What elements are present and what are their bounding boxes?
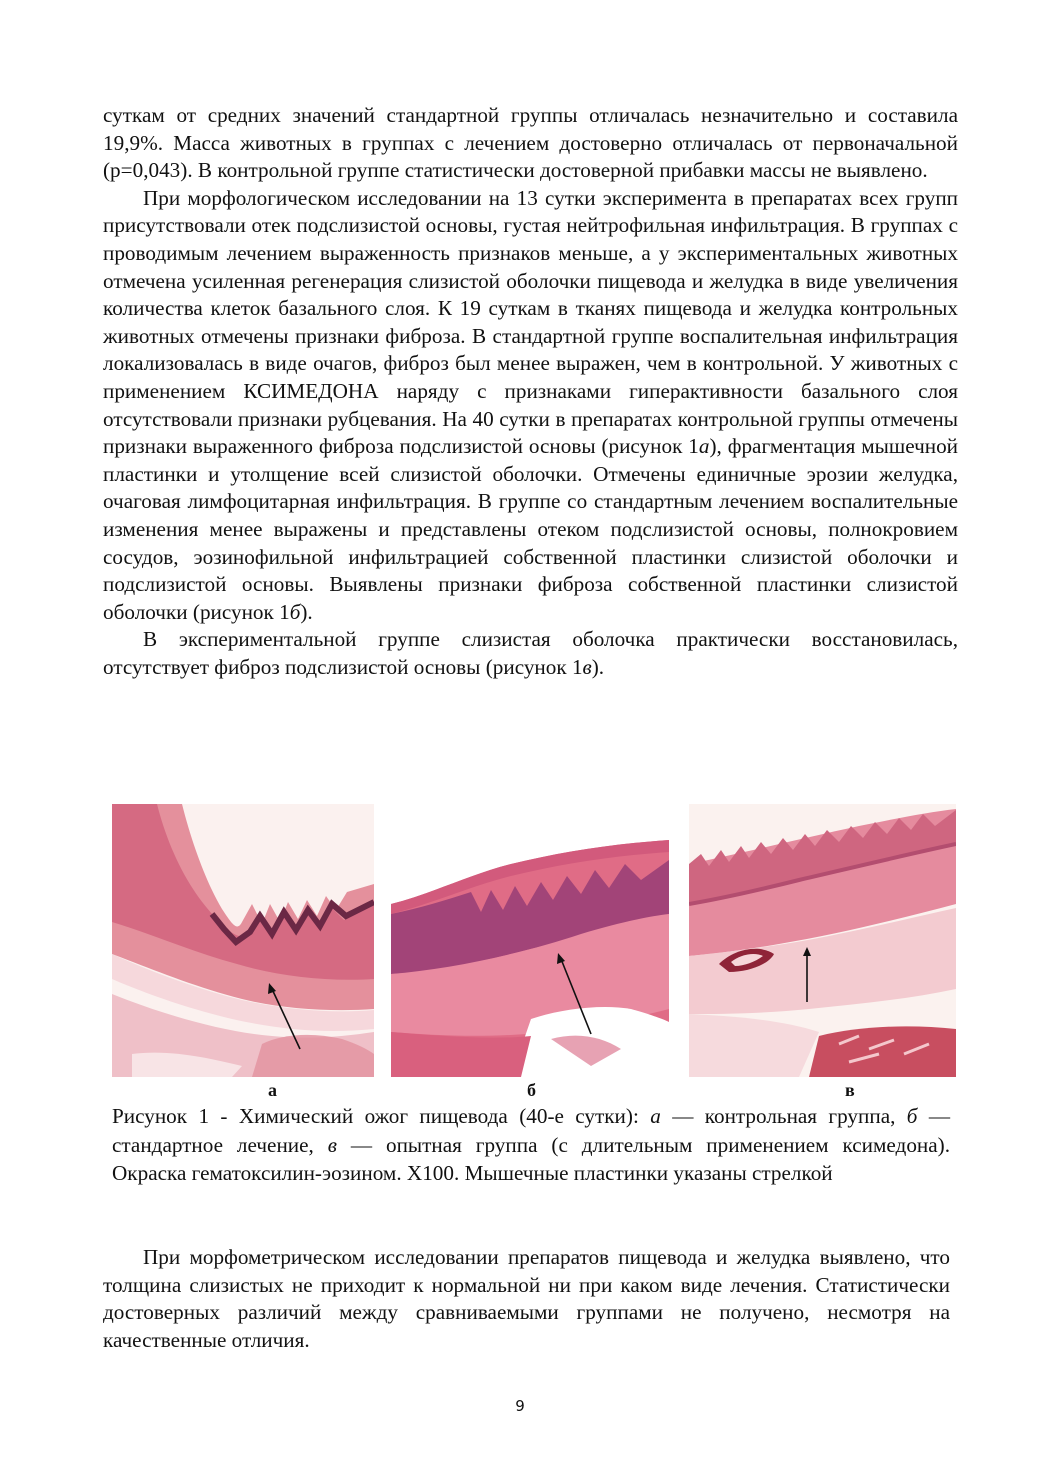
figure-ref-c: в bbox=[582, 654, 592, 679]
micrograph-c bbox=[689, 804, 956, 1077]
paragraph-4: При морфометрическом исследовании препаратов пищевода и желудка выявлено, что толщина слизистых не приходит к нормальной ни при каком виде лечения. Статистически достоверных различий между сравниваемыми группами не получено, несмотря на качественные отличия. bbox=[103, 1245, 950, 1352]
caption-lead: Рисунок 1 - Химический ожог пищевода (40-е сутки): bbox=[112, 1104, 651, 1128]
caption-ref-c: в bbox=[327, 1132, 337, 1157]
micrograph-b bbox=[391, 804, 669, 1077]
paragraph-3-text-b: ). bbox=[591, 654, 605, 679]
caption-text-b: — стандартное лечение, bbox=[112, 1104, 951, 1157]
caption-ref-b: б bbox=[906, 1104, 918, 1128]
caption-ref-a: а bbox=[650, 1104, 661, 1128]
figure-label-a: а bbox=[268, 1080, 277, 1100]
figure-caption bbox=[112, 1102, 950, 1188]
paragraph-2-text-a: При морфологическом исследовании на 13 сутки эксперимента в препаратах всех групп присутствовали отек подслизистой основы, густая нейтрофильная инфильтрация. В группах с проводимым лечением выраженность признаков меньше, а у экспериментальных животных отмечена усиленная регенерация слизистой оболочки пищевода и желудка в виде увеличения количества клеток базального слоя. К 19 суткам в тканях пищевода и желудка контрольных животных отмечены признаки фиброза. В стандартной группе воспалительная инфильтрация локализовалась в виде очагов, фиброз был менее выражен, чем в контрольной. У животных с применением КСИМЕДОНА наряду с признаками гиперактивности базального слоя отсутствовали признаки рубцевания. На 40 сутки в препаратах контрольной группы отмечены признаки выраженного фиброза подслизистой основы (рисунок 1 bbox=[103, 185, 958, 459]
figure-1 bbox=[112, 804, 958, 1078]
body-text-top bbox=[103, 102, 958, 681]
figure-label-c: в bbox=[845, 1080, 855, 1100]
page-number: 9 bbox=[515, 1397, 525, 1415]
paragraph-3 bbox=[103, 626, 958, 681]
paragraph-3-text-a: В экспериментальной группе слизистая оболочка практически восстановилась, отсутствует фиброз подслизистой основы (рисунок 1 bbox=[103, 627, 958, 679]
micrograph-a bbox=[112, 804, 374, 1077]
paragraph-2 bbox=[103, 185, 958, 627]
figure-label-b: б bbox=[527, 1080, 536, 1100]
paragraph-2-text-c: ). bbox=[300, 599, 313, 624]
paragraph-1: суткам от средних значений стандартной группы отличалась незначительно и составила 19,9%. Масса животных в группах с лечением достоверно отличалась от первоначальной (р=0,043). В контрольной группе статистически достоверной прибавки массы не выявлено. bbox=[103, 103, 958, 183]
caption-text-c: — опытная группа (с длительным применением ксимедона). Окраска гематоксилин-эозином. Х100. Мышечные пластинки указаны стрелкой bbox=[112, 1132, 951, 1185]
caption-text-a: — контрольная группа, bbox=[660, 1104, 907, 1128]
paragraph-2-text-b: ), фрагментация мышечной пластинки и утолщение всей слизистой оболочки. Отмечены единичные эрозии желудка, очаговая лимфоцитарная инфильтрация. В группе со стандартным лечением воспалительные изменения менее выражены и представлены отеком подслизистой основы, полнокровием сосудов, эозинофильной инфильтрацией собственной пластинки слизистой оболочки и подслизистой основы. Выявлены признаки фиброза собственной пластинки слизистой оболочки (рисунок 1 bbox=[103, 434, 958, 624]
body-text-bottom bbox=[103, 1244, 950, 1354]
figure-ref-a: а bbox=[698, 434, 710, 459]
figure-ref-b: б bbox=[289, 599, 301, 624]
